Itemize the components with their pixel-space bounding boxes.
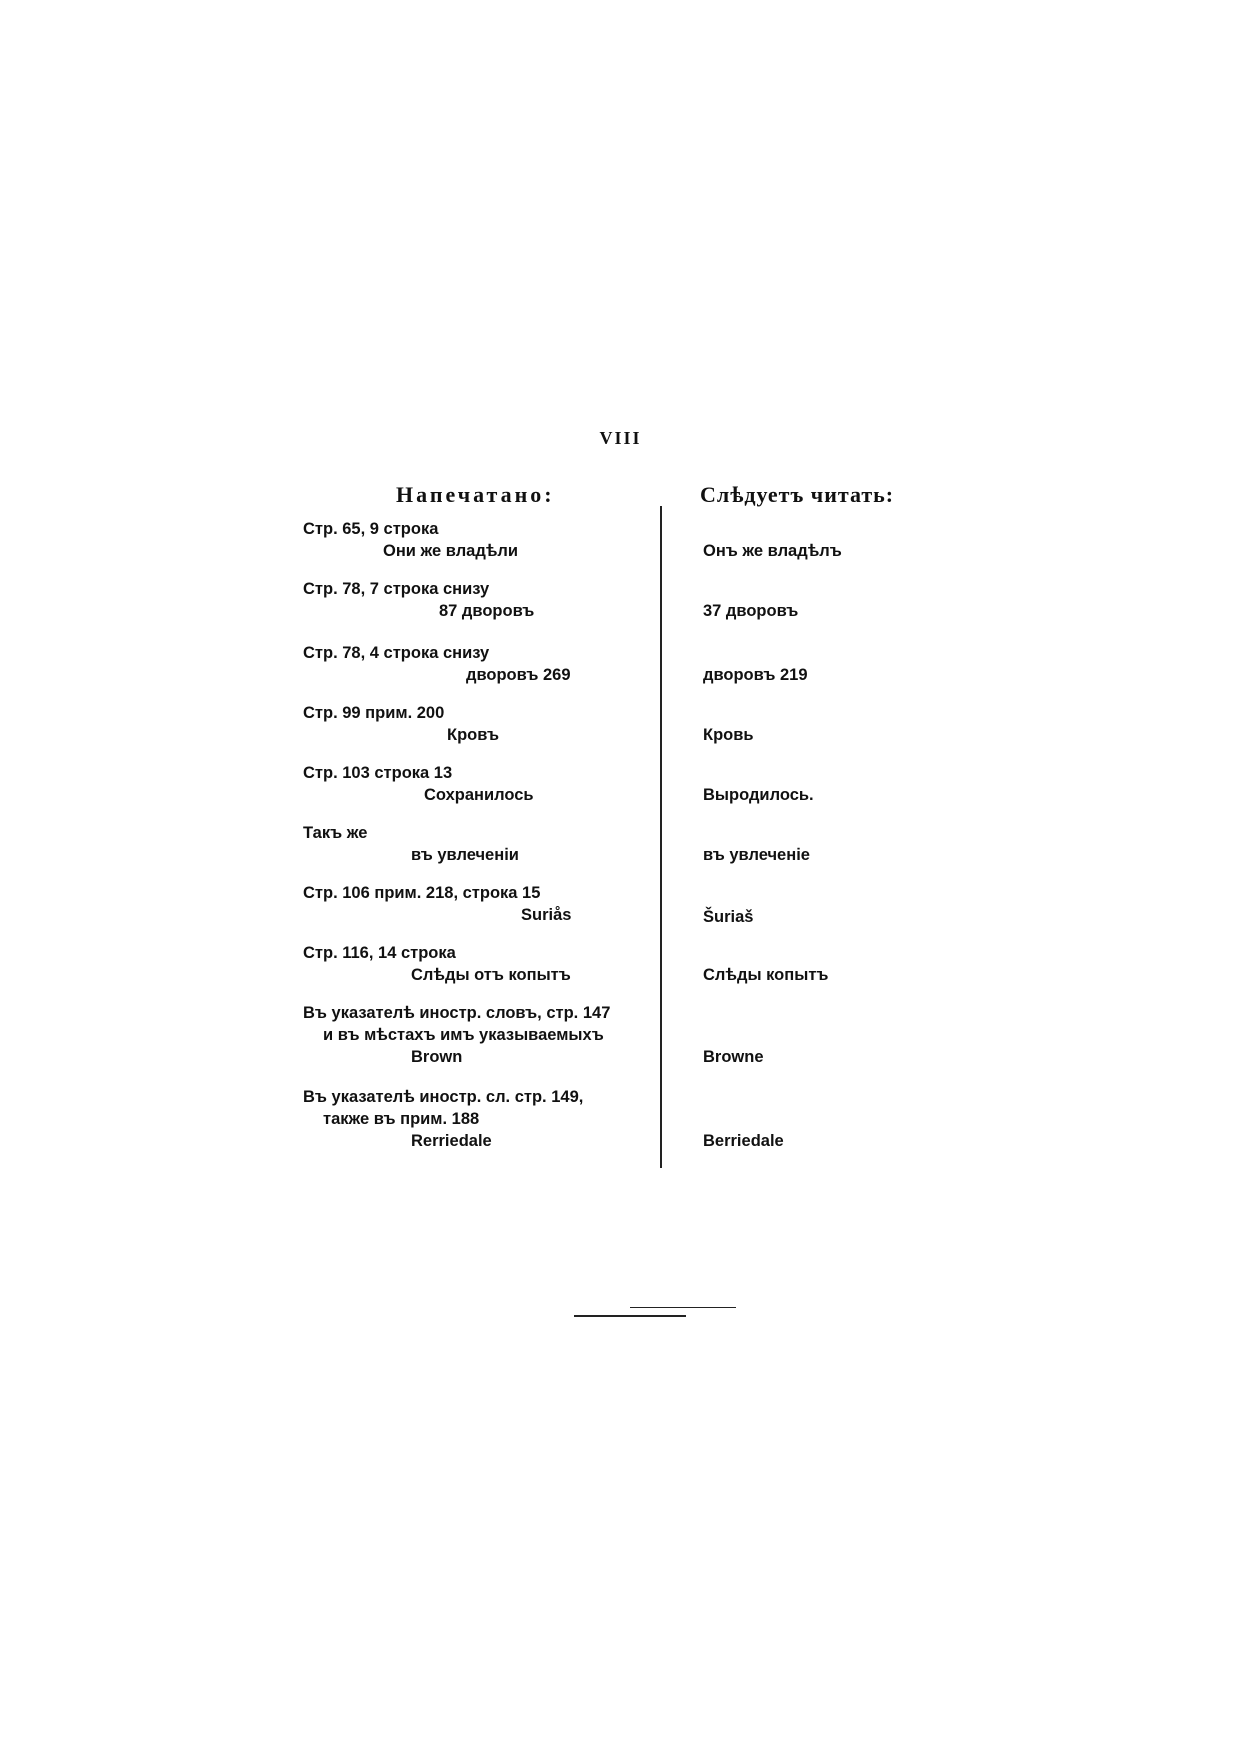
errata-entry [303,762,655,806]
entry-printed: 87 дворовъ [439,602,535,620]
entry-location: Въ указателѣ иностр. сл. стр. 149, [303,1088,584,1106]
entry-location: Стр. 65, 9 строка [303,520,439,538]
column-divider [660,506,662,1168]
errata-entry [303,942,655,986]
page-number: VIII [599,428,642,448]
closing-rule-top [630,1307,736,1308]
entry-location: Стр. 106 прим. 218, строка 15 [303,884,541,902]
entry-correct: дворовъ 219 [703,666,808,684]
entry-printed: Brown [411,1048,463,1066]
entry-location: Стр. 116, 14 строка [303,944,456,962]
entry-correct: Слѣды копытъ [703,966,829,984]
errata-entry [303,518,655,562]
errata-entry [303,822,655,866]
errata-entry [303,578,655,622]
entry-correct: Кровь [703,726,754,744]
errata-entry [303,642,655,686]
entry-location: Такъ же [303,824,368,842]
entry-correct: Онъ же владѣлъ [703,542,842,560]
entry-correct: Berriedale [703,1132,784,1150]
entry-correct: 37 дворовъ [703,602,799,620]
errata-entry [303,1002,655,1068]
entry-location: Стр. 99 прим. 200 [303,704,445,722]
entry-printed: Они же владѣли [383,542,519,560]
entry-location: Стр. 78, 4 строка снизу [303,644,490,662]
entry-printed: дворовъ 269 [466,666,571,684]
entry-printed: Rerriedale [411,1132,492,1150]
entry-correct: Выродилось. [703,786,814,804]
entry-location: Стр. 78, 7 строка снизу [303,580,490,598]
entry-correct: Šuriaš [703,908,754,926]
header-printed: Напечатано: [396,482,555,507]
entry-printed: Сохранилось [424,786,534,804]
errata-entry [303,1086,655,1152]
closing-rule-bottom [574,1315,686,1317]
entry-location-continued: и въ мѣстахъ имъ указываемыхъ [323,1026,604,1044]
entry-correct: Browne [703,1048,764,1066]
entry-printed: въ увлеченіи [411,846,519,864]
entry-location: Въ указателѣ иностр. словъ, стр. 147 [303,1004,611,1022]
errata-entry [303,702,655,746]
entry-printed: Suriås [521,906,572,924]
entry-printed: Слѣды отъ копытъ [411,966,571,984]
entry-location: Стр. 103 строка 13 [303,764,453,782]
header-correct: Слѣдуетъ читать: [700,482,895,507]
entry-location-continued: также въ прим. 188 [323,1110,480,1128]
entry-correct: въ увлеченіе [703,846,810,864]
entry-printed: Кровъ [447,726,499,744]
errata-entry [303,882,655,926]
